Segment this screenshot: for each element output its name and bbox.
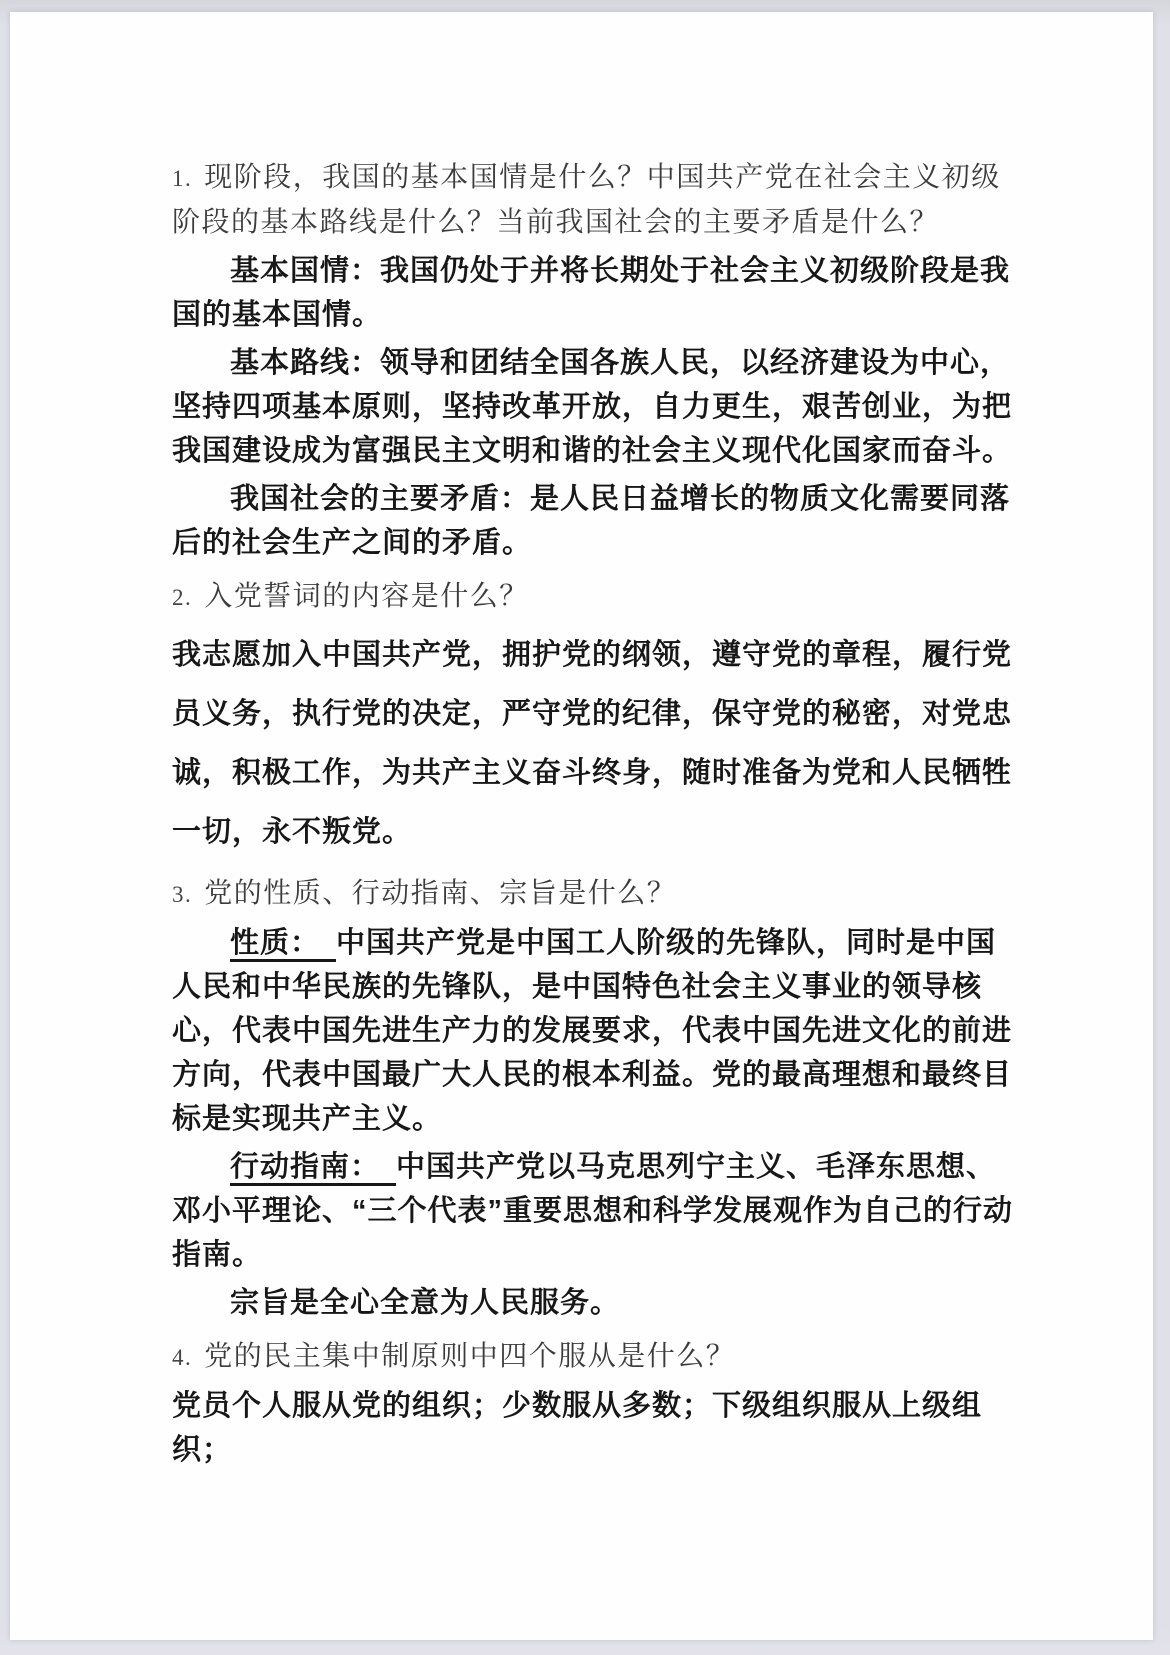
answer-3-1 xyxy=(172,921,1013,1141)
answer-1-2: 基本路线：领导和团结全国各族人民，以经济建设为中心，坚持四项基本原则，坚持改革开放，自力更生，艰苦创业，为把我国建设成为富强民主文明和谐的社会主义现代化国家而奋斗。 xyxy=(172,347,1013,467)
answer-1-1: 基本国情：我国仍处于并将长期处于社会主义初级阶段是我国的基本国情。 xyxy=(172,255,1011,331)
question-3-text: 党的性质、行动指南、宗旨是什么？ xyxy=(204,878,677,909)
question-1 xyxy=(172,156,1013,245)
question-4-text: 党的民主集中制原则中四个服从是什么？ xyxy=(204,1341,736,1372)
answer-3-1-lead: 性质： xyxy=(230,927,336,962)
question-4-number: 4. xyxy=(172,1345,193,1370)
document-content xyxy=(10,12,1153,1472)
answer-1-3: 我国社会的主要矛盾：是人民日益增长的物质文化需要同落后的社会生产之间的矛盾。 xyxy=(172,483,1011,559)
answer-3-2-text: 中国共产党以马克思列宁主义、毛泽东思想、邓小平理论、“三个代表”重要思想和科学发展观作为自己的行动指南。 xyxy=(172,1151,1014,1271)
document-page xyxy=(10,12,1153,1640)
question-1-number: 1. xyxy=(172,166,193,191)
question-2-text: 入党誓词的内容是什么？ xyxy=(204,581,529,612)
answer-2-1: 我志愿加入中国共产党，拥护党的纲领，遵守党的章程，履行党员义务，执行党的决定，严守党的纪律，保守党的秘密，对党忠诚，积极工作，为共产主义奋斗终身，随时准备为党和人民牺牲一切，永不叛党。 xyxy=(172,639,1013,848)
question-4 xyxy=(172,1335,1013,1380)
answer-3-2 xyxy=(172,1145,1013,1277)
answer-4-1: 党员个人服从党的组织；少数服从多数；下级组织服从上级组织； xyxy=(172,1390,983,1466)
answer-3-1-text: 中国共产党是中国工人阶级的先锋队，同时是中国人民和中华民族的先锋队，是中国特色社会主义事业的领导核心，代表中国先进生产力的发展要求，代表中国先进文化的前进方向，代表中国最广大人民的根本利益。党的最高理想和最终目标是实现共产主义。 xyxy=(172,927,1013,1135)
question-1-text: 现阶段，我国的基本国情是什么？中国共产党在社会主义初级阶段的基本路线是什么？当前我国社会的主要矛盾是什么？ xyxy=(172,162,1001,238)
answer-3-3: 宗旨是全心全意为人民服务。 xyxy=(230,1287,621,1319)
answer-3-2-lead: 行动指南： xyxy=(230,1151,396,1186)
question-3 xyxy=(172,872,1013,917)
question-3-number: 3. xyxy=(172,882,193,907)
question-2 xyxy=(172,575,1013,620)
question-2-number: 2. xyxy=(172,585,193,610)
